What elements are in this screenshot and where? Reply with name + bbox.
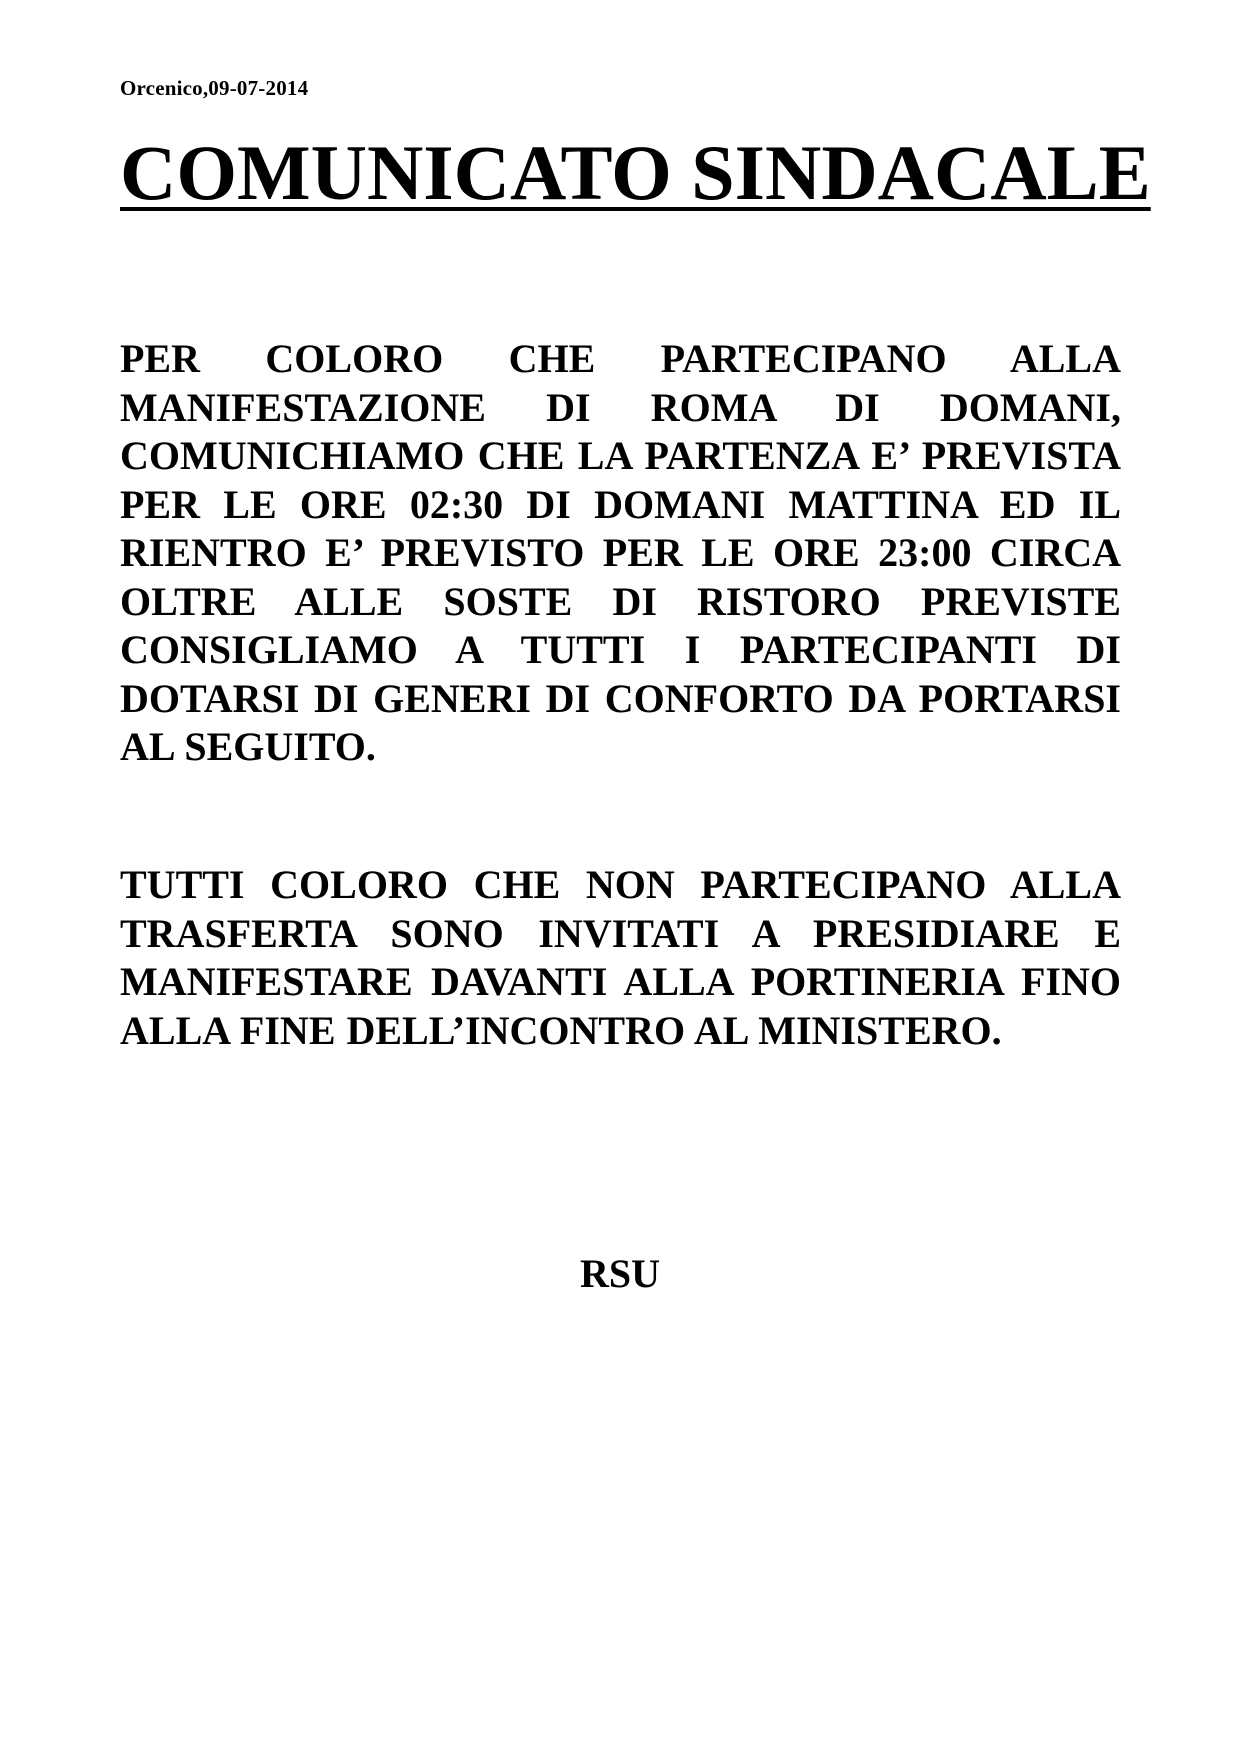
place-date: Orcenico,09-07-2014 bbox=[120, 76, 309, 100]
paragraph-departure-info: PER COLORO CHE PARTECIPANO ALLA MANIFESTAZIONE DI ROMA DI DOMANI, COMUNICHIAMO CHE LA PARTENZA E’ PREVISTA PER LE ORE 02:30 DI DOMANI MATTINA ED IL RIENTRO E’ PREVISTO PER LE ORE 23:00 CIRCA OLTRE ALLE SOSTE DI RISTORO PREVISTE CONSIGLIAMO A TUTTI I PARTECIPANTI DI DOTARSI DI GENERI DI CONFORTO DA PORTARSI AL SEGUITO. bbox=[120, 336, 1121, 769]
paragraph-picket-invitation: TUTTI COLORO CHE NON PARTECIPANO ALLA TRASFERTA SONO INVITATI A PRESIDIARE E MANIFESTARE DAVANTI ALLA PORTINERIA FINO ALLA FINE DELL’INCONTRO AL MINISTERO. bbox=[120, 862, 1121, 1053]
document-title: COMUNICATO SINDACALE bbox=[120, 129, 1151, 216]
signature: RSU bbox=[579, 1251, 661, 1296]
